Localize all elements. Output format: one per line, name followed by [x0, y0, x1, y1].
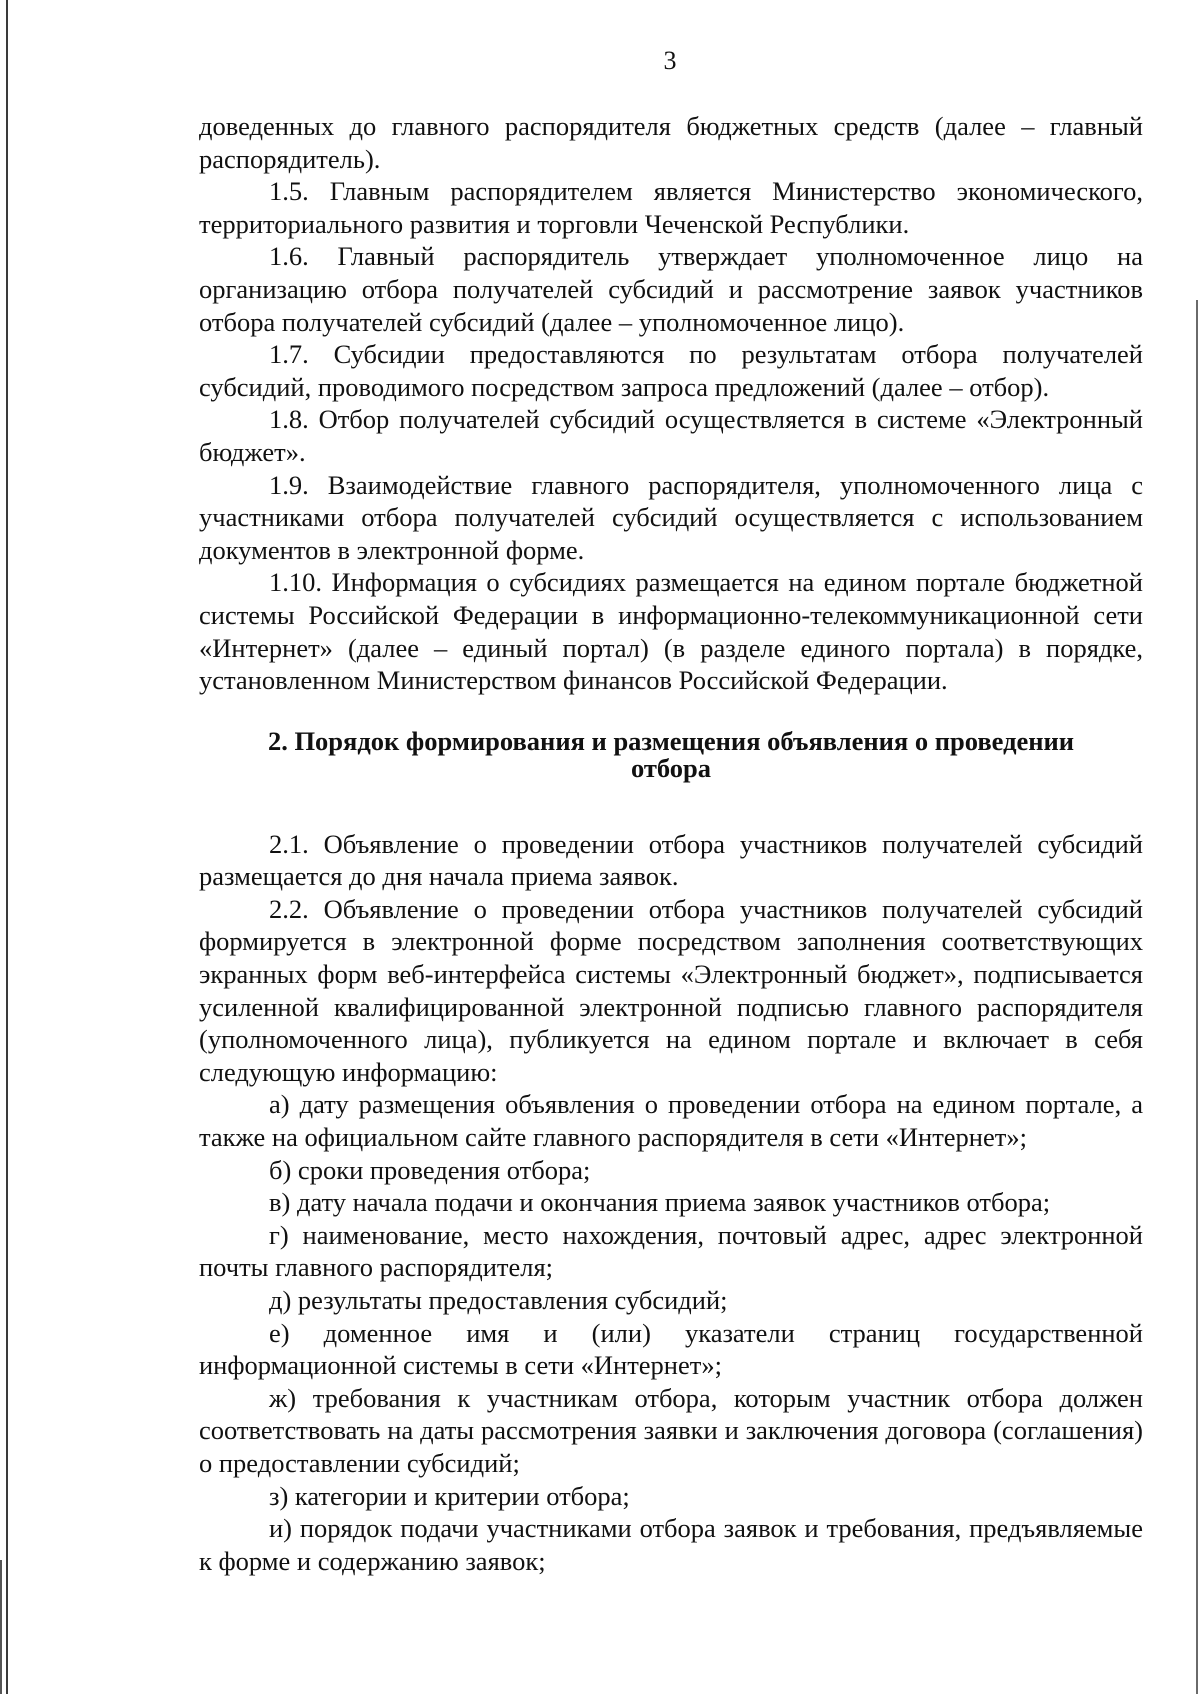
- list-item-g: г) наименование, место нахождения, почтовый адрес, адрес электронной почты главного распорядителя;: [199, 1219, 1143, 1283]
- list-item-a: а) дату размещения объявления о проведении отбора на едином портале, а также на официальном сайте главного распорядителя в сети «Интернет»;: [199, 1089, 1143, 1153]
- scan-border-left: [6, 0, 8, 1694]
- list-item-d: д) результаты предоставления субсидий;: [269, 1285, 728, 1315]
- scan-border-left-lower: [0, 1560, 2, 1694]
- paragraph-2-2: 2.2. Объявление о проведении отбора участников получателей субсидий формируется в электронной форме посредством заполнения соответствующих экранных форм веб-интерфейса системы «Электронный бюджет», подписывается усиленной квалифицированной электронной подписью главного распорядителя (уполномоченного лица), публикуется на едином портале и включает в себя следующую информацию:: [199, 893, 1143, 1087]
- paragraph: доведенных до главного распорядителя бюджетных средств (далее – главный распорядитель).: [199, 111, 1143, 174]
- paragraph-1-10: 1.10. Информация о субсидиях размещается на едином портале бюджетной системы Российской Федерации в информационно-телекоммуникационной сети «Интернет» (далее – единый портал) (в разделе единого портала) в порядке, установленном Министерством финансов Российской Федерации.: [199, 567, 1143, 696]
- scan-border-right: [1196, 300, 1198, 1694]
- page-number: 3: [663, 46, 677, 75]
- list-item-i: и) порядок подачи участниками отбора заявок и требования, предъявляемые к форме и содержанию заявок;: [199, 1513, 1143, 1576]
- paragraph-1-5: 1.5. Главным распорядителем является Министерство экономического, территориального развития и торговли Чеченской Республики.: [199, 176, 1143, 239]
- section-heading: 2. Порядок формирования и размещения объявления о проведении отбора: [267, 725, 1075, 783]
- document-body: [199, 110, 1143, 1577]
- list-item-e: е) доменное имя и (или) указатели страниц государственной информационной системы в сети «Интернет»;: [199, 1317, 1143, 1381]
- list-item-b: б) сроки проведения отбора;: [269, 1154, 591, 1185]
- list-item-z: з) категории и критерии отбора;: [269, 1480, 630, 1511]
- paragraph-2-1: 2.1. Объявление о проведении отбора участников получателей субсидий размещается до дня начала приема заявок.: [199, 828, 1143, 892]
- paragraph-1-7: 1.7. Субсидии предоставляются по результатам отбора получателей субсидий, проводимого посредством запроса предложений (далее – отбор).: [199, 339, 1143, 402]
- paragraph-1-9: 1.9. Взаимодействие главного распорядителя, уполномоченного лица с участниками отбора получателей субсидий осуществляется с использованием документов в электронной форме.: [199, 469, 1143, 565]
- list-item-v: в) дату начала подачи и окончания приема заявок участников отбора;: [269, 1187, 1051, 1218]
- list-item-zh: ж) требования к участникам отбора, которым участник отбора должен соответствовать на даты рассмотрения заявки и заключения договора (соглашения) о предоставлении субсидий;: [199, 1382, 1143, 1478]
- paragraph-1-6: 1.6. Главный распорядитель утверждает уполномоченное лицо на организацию отбора получателей субсидий и рассмотрение заявок участников отбора получателей субсидий (далее – уполномоченное лицо).: [199, 241, 1143, 337]
- paragraph-1-8: 1.8. Отбор получателей субсидий осуществляется в системе «Электронный бюджет».: [199, 404, 1143, 467]
